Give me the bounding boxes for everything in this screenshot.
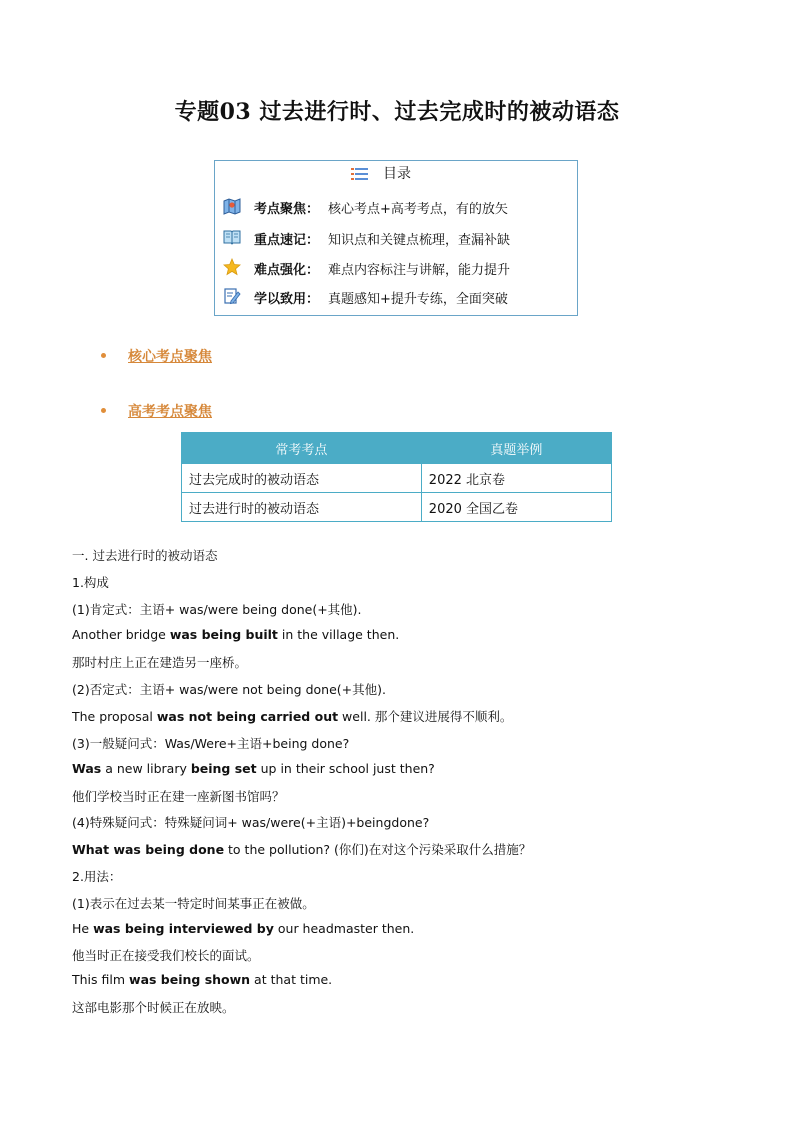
- link-exam-focus[interactable]: 高考考点聚焦: [128, 404, 212, 420]
- rule-text: (3)一般疑问式：Was/Were+主语+being done?: [72, 736, 350, 751]
- table-row: [182, 464, 612, 493]
- sub-heading: 2.用法：: [72, 869, 122, 884]
- toc-header: [215, 161, 577, 187]
- translation-text: 这部电影那个时候正在放映。: [72, 1000, 235, 1015]
- example-sentence: The proposal was not being carried out well. 那个建议进展得不顺利。: [72, 709, 513, 724]
- table-header: 常考考点: [182, 433, 422, 464]
- exam-points-table: [181, 432, 612, 522]
- rule-text: (2)否定式：主语+ was/were not being done(+其他).: [72, 682, 386, 697]
- link-core-focus[interactable]: 核心考点聚焦: [128, 349, 212, 365]
- table-header: 真题举例: [421, 433, 611, 464]
- map-icon: [223, 197, 241, 215]
- star-icon: [223, 258, 241, 276]
- toc-item-label: 重点速记：: [254, 233, 320, 248]
- toc-item-desc: 知识点和关键点梳理，查漏补缺: [328, 233, 511, 248]
- toc-item-label: 学以致用：: [254, 292, 320, 307]
- book-icon: [223, 228, 241, 246]
- rule-text: (1)表示在过去某一特定时间某事正在被做。: [72, 896, 315, 911]
- toc-item-desc: 核心考点+高考考点，有的放矢: [328, 202, 508, 217]
- toc-item-desc: 真题感知+提升专练，全面突破: [328, 292, 508, 307]
- table-cell: 过去进行时的被动语态: [182, 493, 422, 522]
- toc-item-label: 难点强化：: [254, 263, 320, 278]
- toc-item-label: 考点聚焦：: [254, 202, 320, 217]
- toc-item-desc: 难点内容标注与讲解，能力提升: [328, 263, 511, 278]
- table-row: [182, 493, 612, 522]
- example-sentence: Was a new library being set up in their school just then?: [72, 761, 435, 776]
- toc-heading: 目录: [383, 166, 411, 182]
- list-icon: [351, 168, 368, 180]
- example-sentence: This film was being shown at that time.: [72, 972, 333, 987]
- rule-text: (4)特殊疑问式：特殊疑问词+ was/were(+主语)+beingdone?: [72, 815, 430, 830]
- table-cell: 2022 北京卷: [421, 464, 611, 493]
- translation-text: 他们学校当时正在建一座新图书馆吗？: [72, 789, 285, 804]
- table-header-row: [182, 433, 612, 464]
- section-heading: 一. 过去进行时的被动语态: [72, 548, 218, 563]
- edit-icon: [223, 287, 241, 305]
- example-sentence: What was being done to the pollution? (你们)在对这个污染采取什么措施？: [72, 842, 532, 857]
- rule-text: (1)肯定式：主语+ was/were being done(+其他).: [72, 602, 362, 617]
- sub-heading: 1.构成: [72, 575, 109, 590]
- table-of-contents: [214, 160, 578, 316]
- page-title: 专题03 过去进行时、过去完成时的被动语态: [174, 99, 620, 125]
- example-sentence: Another bridge was being built in the village then.: [72, 627, 400, 642]
- example-sentence: He was being interviewed by our headmaster then.: [72, 921, 415, 936]
- bullet-icon: [101, 408, 106, 413]
- table-cell: 过去完成时的被动语态: [182, 464, 422, 493]
- translation-text: 他当时正在接受我们校长的面试。: [72, 948, 260, 963]
- bullet-icon: [101, 353, 106, 358]
- translation-text: 那时村庄上正在建造另一座桥。: [72, 655, 248, 670]
- table-cell: 2020 全国乙卷: [421, 493, 611, 522]
